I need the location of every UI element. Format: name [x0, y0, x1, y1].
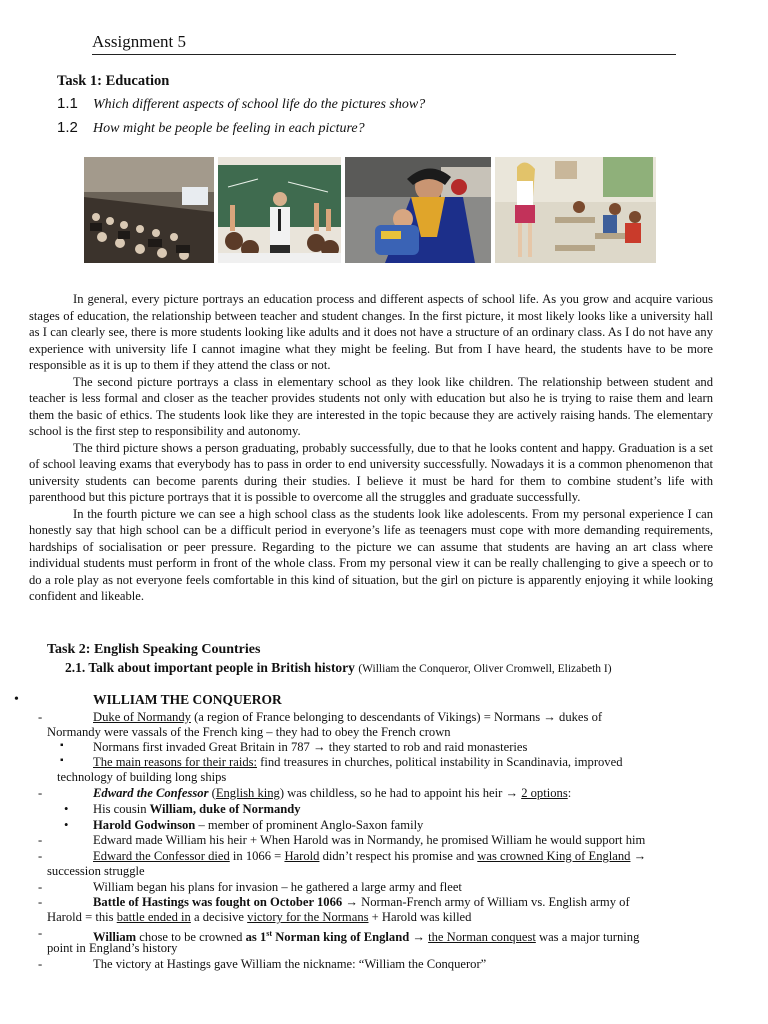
square-bullet-icon: ▪ [60, 740, 64, 751]
list-text: → [630, 849, 647, 863]
essay-paragraph: In the fourth picture we can see a high school class as the students look like adolescents. From my personal experience I can honestly say that high school can be a difficult period in everyone’s life as teenagers must cope with more demanding requirements, hardships of socialisation or peer pressure. Regarding to the picture we can assume that students are having an art class where individual students must perform in front of the whole class. From my personal view it can be really challenging to give a speech or to do a role play as not everyone feels comfortable in this kind of situation, but the girl on picture is apparently enjoying it while looking confident and likeable. [29, 506, 713, 603]
question-1-1 [57, 95, 425, 113]
photo-high-school-class [495, 157, 656, 263]
question-1-2 [57, 119, 365, 137]
subtask-heading: 2.1. Talk about important people in British history [65, 660, 355, 675]
bullet-icon: • [14, 692, 19, 707]
list-item [93, 818, 423, 833]
list-text: didn’t respect his promise and [319, 849, 478, 863]
bullet-icon: • [64, 802, 69, 816]
bold-term: William [93, 930, 137, 945]
bullet-icon: • [64, 818, 69, 832]
list-text: His cousin [93, 802, 150, 816]
list-item: Normans first invaded Great Britain in 787 → they started to rob and raid monasteries [93, 740, 528, 754]
photo-graduation [345, 157, 491, 263]
page-title: Assignment 5 [92, 32, 676, 55]
dash-marker: - [38, 833, 43, 847]
list-text: : [567, 786, 572, 800]
list-text: → Norman-French army of William vs. English army of [342, 895, 630, 909]
bold-term: as 1 [245, 930, 267, 945]
essay-paragraph: In general, every picture portrays an education process and different aspects of school life. As you grow and acquire various stages of education, the relationship between teacher and student changes. In the first picture, it most likely looks like a university hall as I can clearly see, there is more students looking like adults and it does not have a structure of an ordinary class. As I do not have any experience with university life I cannot imagine what they might be feeling. But from I have heard, the students have to be more responsible as it is up to them if they attend the class or not. [29, 292, 713, 372]
question-text: Which different aspects of school life do the pictures show? [93, 97, 426, 112]
list-item-continued: point in England’s history [47, 941, 178, 955]
list-text: (a region of France belonging to descendants of Vikings) = Normans → dukes of [190, 710, 603, 724]
underlined-term: Duke of Normandy [93, 710, 191, 724]
list-text: a decisive [190, 910, 248, 924]
essay-paragraph: The second picture portrays a class in elementary school as they look like children. The relationship between student and teacher is less formal and closer as the teacher provides students not only with education but also he is trying to raise them and learn them the basic of ethics. The students look like they are interested in the topic because they are actively raising hands. The elementary school is the first step to responsibility and autonomy. [29, 374, 713, 438]
list-text: in 1066 = [229, 849, 285, 863]
superscript: st [266, 929, 273, 938]
list-text: → [409, 930, 429, 945]
list-item [93, 802, 301, 817]
list-item: The victory at Hastings gave William the nickname: “William the Conqueror” [93, 957, 487, 971]
list-text: – member of prominent Anglo-Saxon family [195, 818, 424, 832]
dash-marker: - [38, 849, 43, 863]
bold-italic-term: Edward the Confessor [93, 786, 209, 800]
list-item-continued: Normandy were vassals of the French king – they had to obey the French crown [47, 725, 451, 739]
task1-heading: Task 1: Education [57, 73, 170, 89]
dash-marker: - [38, 710, 43, 724]
task2-heading: Task 2: English Speaking Countries [47, 642, 261, 657]
dash-marker: - [38, 786, 43, 800]
bold-term: Harold Godwinson [93, 818, 196, 832]
list-item [93, 895, 630, 910]
list-item: Edward made William his heir + When Harold was in Normandy, he promised William he would support him [93, 833, 646, 847]
underlined-term: 2 options [521, 786, 568, 800]
dash-marker: - [38, 880, 43, 894]
underlined-term: victory for the Normans [247, 910, 369, 924]
list-text: chose to be crowned [136, 930, 246, 945]
question-number: 1.2 [57, 119, 78, 136]
subtask-people: (William the Conqueror, Oliver Cromwell, Elizabeth I) [358, 663, 612, 675]
list-text: + Harold was killed [368, 910, 472, 924]
bold-term: Battle of Hastings was fought on October 1066 [93, 895, 343, 909]
underlined-term: English king [215, 786, 280, 800]
underlined-term: Edward the Confessor died [93, 849, 230, 863]
list-item-continued: succession struggle [47, 864, 145, 878]
list-text: ) was childless, so he had to appoint his heir → [279, 786, 522, 800]
photo-university-hall [84, 157, 214, 263]
bold-term: Norman king of England [272, 930, 410, 945]
list-item: William began his plans for invasion – he gathered a large army and fleet [93, 880, 462, 894]
list-item [93, 786, 571, 801]
question-text: How might be people be feeling in each picture? [93, 121, 365, 136]
subtask-2-1 [65, 660, 612, 676]
underlined-term: was crowned King of England [477, 849, 631, 863]
bold-term: William, duke of Normandy [149, 802, 301, 816]
list-text: find treasures in churches, political instability in Scandinavia, improved [257, 755, 623, 769]
list-text: was a major turning [535, 930, 640, 945]
underlined-term: the Norman conquest [428, 930, 536, 945]
dash-marker: - [38, 926, 43, 940]
underlined-term: The main reasons for their raids: [93, 755, 258, 769]
section-heading: WILLIAM THE CONQUEROR [93, 692, 282, 707]
dash-marker: - [38, 895, 43, 909]
essay [29, 291, 713, 605]
list-item [93, 755, 623, 770]
list-text: Harold = this [47, 910, 117, 924]
question-number: 1.1 [57, 95, 78, 112]
photo-elementary-class [218, 157, 341, 263]
list-item-continued [47, 910, 471, 925]
square-bullet-icon: ▪ [60, 755, 64, 766]
essay-paragraph: The third picture shows a person graduating, probably successfully, due to that he looks content and happy. Graduation is a set of school leaving exams that everybody has to pass in order to end university successfully. Nowadays it is a common phenomenon that university students can become parents during their studies. I believe it must be hard for them to combine student’s life with parenthood but this picture portrays that it is possible to overcome all the struggles and graduate successfully. [29, 440, 713, 504]
list-item [93, 710, 602, 725]
list-item [93, 849, 646, 864]
dash-marker: - [38, 957, 43, 971]
list-text: ( [208, 786, 216, 800]
underlined-term: Harold [284, 849, 320, 863]
underlined-term: battle ended in [116, 910, 191, 924]
photo-strip [84, 157, 656, 263]
list-item-continued: technology of building long ships [57, 770, 227, 784]
